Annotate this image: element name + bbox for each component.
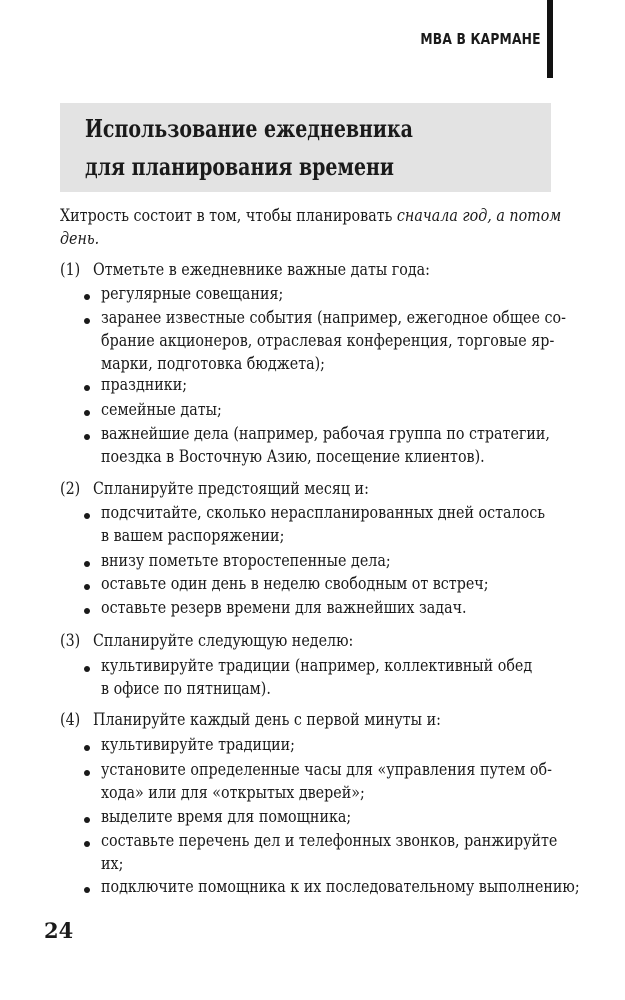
step-4-heading: Планируйте каждый день с первой минуты и: [93, 710, 441, 730]
list-item-cont: брание акционеров, отраслевая конференция, торговые яр- [101, 331, 555, 351]
bullet-icon [84, 385, 90, 391]
bullet-icon [84, 294, 90, 300]
section-title-line-2: для планирования времени [85, 152, 394, 181]
list-item: культивируйте традиции; [101, 735, 296, 755]
list-item: выделите время для помощника; [101, 807, 352, 827]
list-item: оставьте один день в неделю свободным от встреч; [101, 574, 489, 594]
list-item-cont: их; [101, 854, 124, 874]
section-title-line-1: Использование ежедневника [85, 114, 413, 143]
list-item: составьте перечень дел и телефонных звонков, ранжируйте [101, 831, 558, 851]
step-2-heading: Спланируйте предстоящий месяц и: [93, 479, 369, 499]
list-item-cont: поездка в Восточную Азию, посещение клиентов). [101, 447, 485, 467]
bullet-icon [84, 841, 90, 847]
bullet-icon [84, 584, 90, 590]
list-item: культивируйте традиции (например, коллективный обед [101, 656, 533, 676]
intro-italic-text: сначала год, а потом [396, 206, 562, 226]
step-1-heading: Отметьте в ежедневнике важные даты года: [93, 260, 430, 280]
list-item-cont: хода» или для «открытых дверей»; [101, 783, 365, 803]
bullet-icon [84, 434, 90, 440]
step-4-number: (4) [60, 710, 81, 730]
running-header: MBA В КАРМАНЕ [420, 30, 541, 48]
list-item: важнейшие дела (например, рабочая группа по стратегии, [101, 424, 550, 444]
list-item: установите определенные часы для «управления путем об- [101, 760, 552, 780]
bullet-icon [84, 770, 90, 776]
intro-line-2: день. [60, 229, 100, 249]
list-item: оставьте резерв времени для важнейших задач. [101, 598, 467, 618]
intro-line-1 [60, 205, 561, 228]
list-item: праздники; [101, 375, 188, 395]
step-2-number: (2) [60, 479, 81, 499]
list-item: подключите помощника к их последовательному выполнению; [101, 877, 580, 897]
intro-plain-text: Хитрость состоит в том, чтобы планировать [60, 206, 397, 226]
bullet-icon [84, 887, 90, 893]
step-3-number: (3) [60, 631, 81, 651]
page-number: 24 [44, 918, 74, 943]
bullet-icon [84, 608, 90, 614]
header-rule [547, 0, 553, 78]
list-item-cont: марки, подготовка бюджета); [101, 354, 325, 374]
list-item: регулярные совещания; [101, 284, 284, 304]
bullet-icon [84, 666, 90, 672]
bullet-icon [84, 817, 90, 823]
list-item: семейные даты; [101, 400, 222, 420]
bullet-icon [84, 561, 90, 567]
list-item-cont: в офисе по пятницам). [101, 679, 271, 699]
bullet-icon [84, 318, 90, 324]
bullet-icon [84, 410, 90, 416]
list-item: подсчитайте, сколько нераспланированных дней осталось [101, 503, 545, 523]
bullet-icon [84, 513, 90, 519]
bullet-icon [84, 745, 90, 751]
list-item-cont: в вашем распоряжении; [101, 526, 285, 546]
step-3-heading: Спланируйте следующую неделю: [93, 631, 354, 651]
step-1-number: (1) [60, 260, 81, 280]
list-item: заранее известные события (например, ежегодное общее со- [101, 308, 566, 328]
list-item: внизу пометьте второстепенные дела; [101, 551, 391, 571]
